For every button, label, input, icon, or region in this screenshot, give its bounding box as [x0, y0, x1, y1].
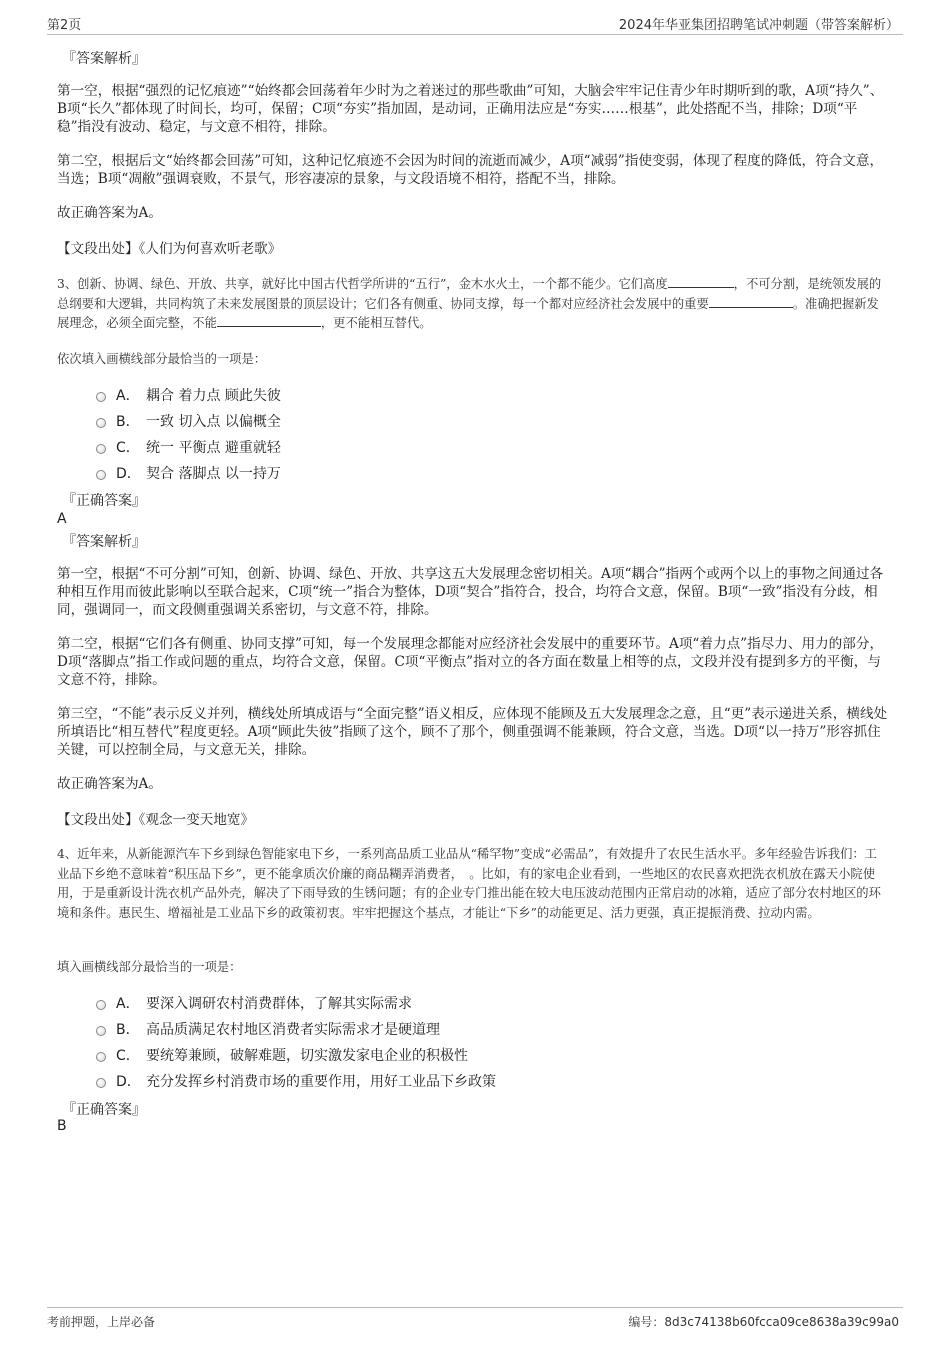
option-text: 要深入调研农村消费群体，了解其实际需求	[146, 996, 412, 1012]
question-prompt: 依次填入画横线部分最恰当的一项是：	[57, 352, 267, 366]
question-stem-text: ，不可分割，是统领发展的总纲要和大逻辑，共同构筑了未来发展图景的顶层设计；它们各有侧重、协同支撑，每一个都对应经济社会发展中的重要	[57, 277, 882, 311]
radio-button-icon[interactable]	[96, 392, 106, 402]
question-stem-text: ，更不能相互替代。	[320, 316, 432, 330]
option-b[interactable]	[96, 411, 281, 431]
option-c[interactable]	[96, 437, 281, 457]
analysis-paragraph: 第二空，根据“它们各有侧重、协同支撑”可知，每一个发展理念都能对应经济社会发展中的重要环节。A项“着力点”指尽力、用力的部分，D项“落脚点”指工作或问题的重点，均符合文意，保留。C项“平衡点”指对立的各方面在数量上相等的点，文段并没有提到多方的平衡，与文意不符，排除。	[57, 636, 884, 688]
analysis-conclusion: 故正确答案为A。	[57, 205, 162, 221]
answer-analysis-heading: 『答案解析』	[62, 534, 146, 550]
option-letter: A．	[116, 388, 140, 404]
radio-button-icon[interactable]	[96, 444, 106, 454]
option-text: 统一 平衡点 避重就轻	[146, 440, 281, 456]
passage-source: 【文段出处】《观念一变天地宽》	[57, 812, 255, 828]
radio-button-icon[interactable]	[96, 1052, 106, 1062]
option-d[interactable]	[96, 1071, 496, 1091]
option-text: 耦合 着力点 顾此失彼	[146, 388, 281, 404]
page-number: 第2页	[47, 18, 82, 33]
analysis-paragraph: 第一空，根据“不可分割”可知，创新、协调、绿色、开放、共享这五大发展理念密切相关。A项“耦合”指两个或两个以上的事物之间通过各种相互作用而彼此影响以至联合起来，C项“统一”指合为整体，D项“契合”指符合，投合，均符合文意，保留。B项“一致”指没有分歧，相同，强调同一，而文段侧重强调关系密切，与文意不符，排除。	[57, 566, 884, 618]
fill-blank	[217, 314, 321, 327]
option-letter: B．	[116, 1022, 140, 1038]
analysis-paragraph: 第一空，根据“强烈的记忆痕迹”“始终都会回荡着年少时为之着迷过的那些歌曲”可知，大脑会牢牢记住青少年时期听到的歌，A项“持久”、B项“长久”都体现了时间长，均可，保留；C项“夯实”指加固，是动词，正确用法应是“夯实……根基”，此处搭配不当，排除；D项“平稳”指没有波动、稳定，与文意不相符，排除。	[57, 83, 884, 135]
page-footer	[47, 1307, 903, 1330]
radio-button-icon[interactable]	[96, 418, 106, 428]
option-letter: D．	[116, 466, 141, 482]
option-letter: C．	[116, 1048, 140, 1064]
radio-button-icon[interactable]	[96, 1078, 106, 1088]
option-letter: A．	[116, 996, 140, 1012]
question-prompt: 填入画横线部分最恰当的一项是：	[57, 960, 242, 974]
radio-button-icon[interactable]	[96, 470, 106, 480]
footer-slogan: 考前押题，上岸必备	[47, 1315, 156, 1329]
question-stem-text: 。准确把握新发展理念，必须全面完整，不能	[57, 296, 879, 330]
correct-answer-heading: 『正确答案』	[62, 493, 146, 509]
option-text: 要统筹兼顾，破解难题，切实激发家电企业的积极性	[146, 1048, 468, 1064]
correct-answer-heading: 『正确答案』	[62, 1102, 146, 1118]
radio-button-icon[interactable]	[96, 1000, 106, 1010]
page-header	[47, 12, 903, 35]
option-a[interactable]	[96, 993, 412, 1013]
option-letter: D．	[116, 1074, 141, 1090]
fill-blank	[709, 295, 775, 308]
option-text: 契合 落脚点 以一持万	[146, 466, 281, 482]
analysis-paragraph: 第二空，根据后文“始终都会回荡”可知，这种记忆痕迹不会因为时间的流逝而减少，A项“减弱”指使变弱，体现了程度的降低，符合文意，当选；B项“凋敝”强调衰败，不景气，形容凄凉的景象，与文段语境不相符，搭配不当，排除。	[57, 153, 884, 187]
answer-analysis-heading: 『答案解析』	[62, 51, 146, 67]
document-serial-number: 编号：8d3c74138b60fcca09ce8638a39c99a0	[628, 1315, 899, 1329]
radio-button-icon[interactable]	[96, 1026, 106, 1036]
option-d[interactable]	[96, 463, 281, 483]
question-stem-text: 3、创新、协调、绿色、开放、共享，就好比中国古代哲学所讲的“五行”，金木水火土，一个都不能少。它们高度	[57, 277, 668, 291]
fill-blank	[668, 275, 734, 288]
correct-answer: A	[57, 511, 67, 527]
question-stem: 4、近年来，从新能源汽车下乡到绿色智能家电下乡，一系列高品质工业品从“稀罕物”变成“必需品”，有效提升了农民生活水平。多年经验告诉我们：工业品下乡绝不意味着“积压品下乡”，更不能拿质次价廉的商品糊弄消费者， 。比如，有的家电企业看到，一些地区的农民喜欢把洗衣机放在露天小院使用，于是重新设计洗衣机产品外壳，解决了下雨导致的生锈问题；有的企业专门推出能在较大电压波动范围内正常启动的冰箱，适应了部分农村地区的环境和条件。惠民生、增福祉是工业品下乡的政策初衷。牢牢把握这个基点，才能让“下乡”的动能更足、活力更强，真正提振消费、拉动内需。	[57, 847, 881, 920]
question-stem	[57, 275, 889, 334]
option-text: 高品质满足农村地区消费者实际需求才是硬道理	[146, 1022, 440, 1038]
document-title: 2024年华亚集团招聘笔试冲刺题（带答案解析）	[618, 18, 899, 33]
option-b[interactable]	[96, 1019, 440, 1039]
analysis-paragraph: 第三空，“不能”表示反义并列，横线处所填成语与“全面完整”语义相反，应体现不能顾及五大发展理念之意，且“更”表示递进关系，横线处所填语比“相互替代”程度更轻。A项“顾此失彼”指顾了这个，顾不了那个，侧重强调不能兼顾，符合文意，当选。D项“以一持万”形容抓住关键，可以控制全局，与文意无关，排除。	[57, 706, 888, 758]
correct-answer: B	[57, 1118, 67, 1134]
fill-blank	[775, 295, 793, 308]
passage-source: 【文段出处】《人们为何喜欢听老歌》	[57, 241, 282, 257]
option-letter: B．	[116, 414, 140, 430]
option-a[interactable]	[96, 385, 281, 405]
analysis-conclusion: 故正确答案为A。	[57, 776, 162, 792]
option-text: 充分发挥乡村消费市场的重要作用，用好工业品下乡政策	[146, 1074, 496, 1090]
option-c[interactable]	[96, 1045, 468, 1065]
option-letter: C．	[116, 440, 140, 456]
option-text: 一致 切入点 以偏概全	[146, 414, 281, 430]
